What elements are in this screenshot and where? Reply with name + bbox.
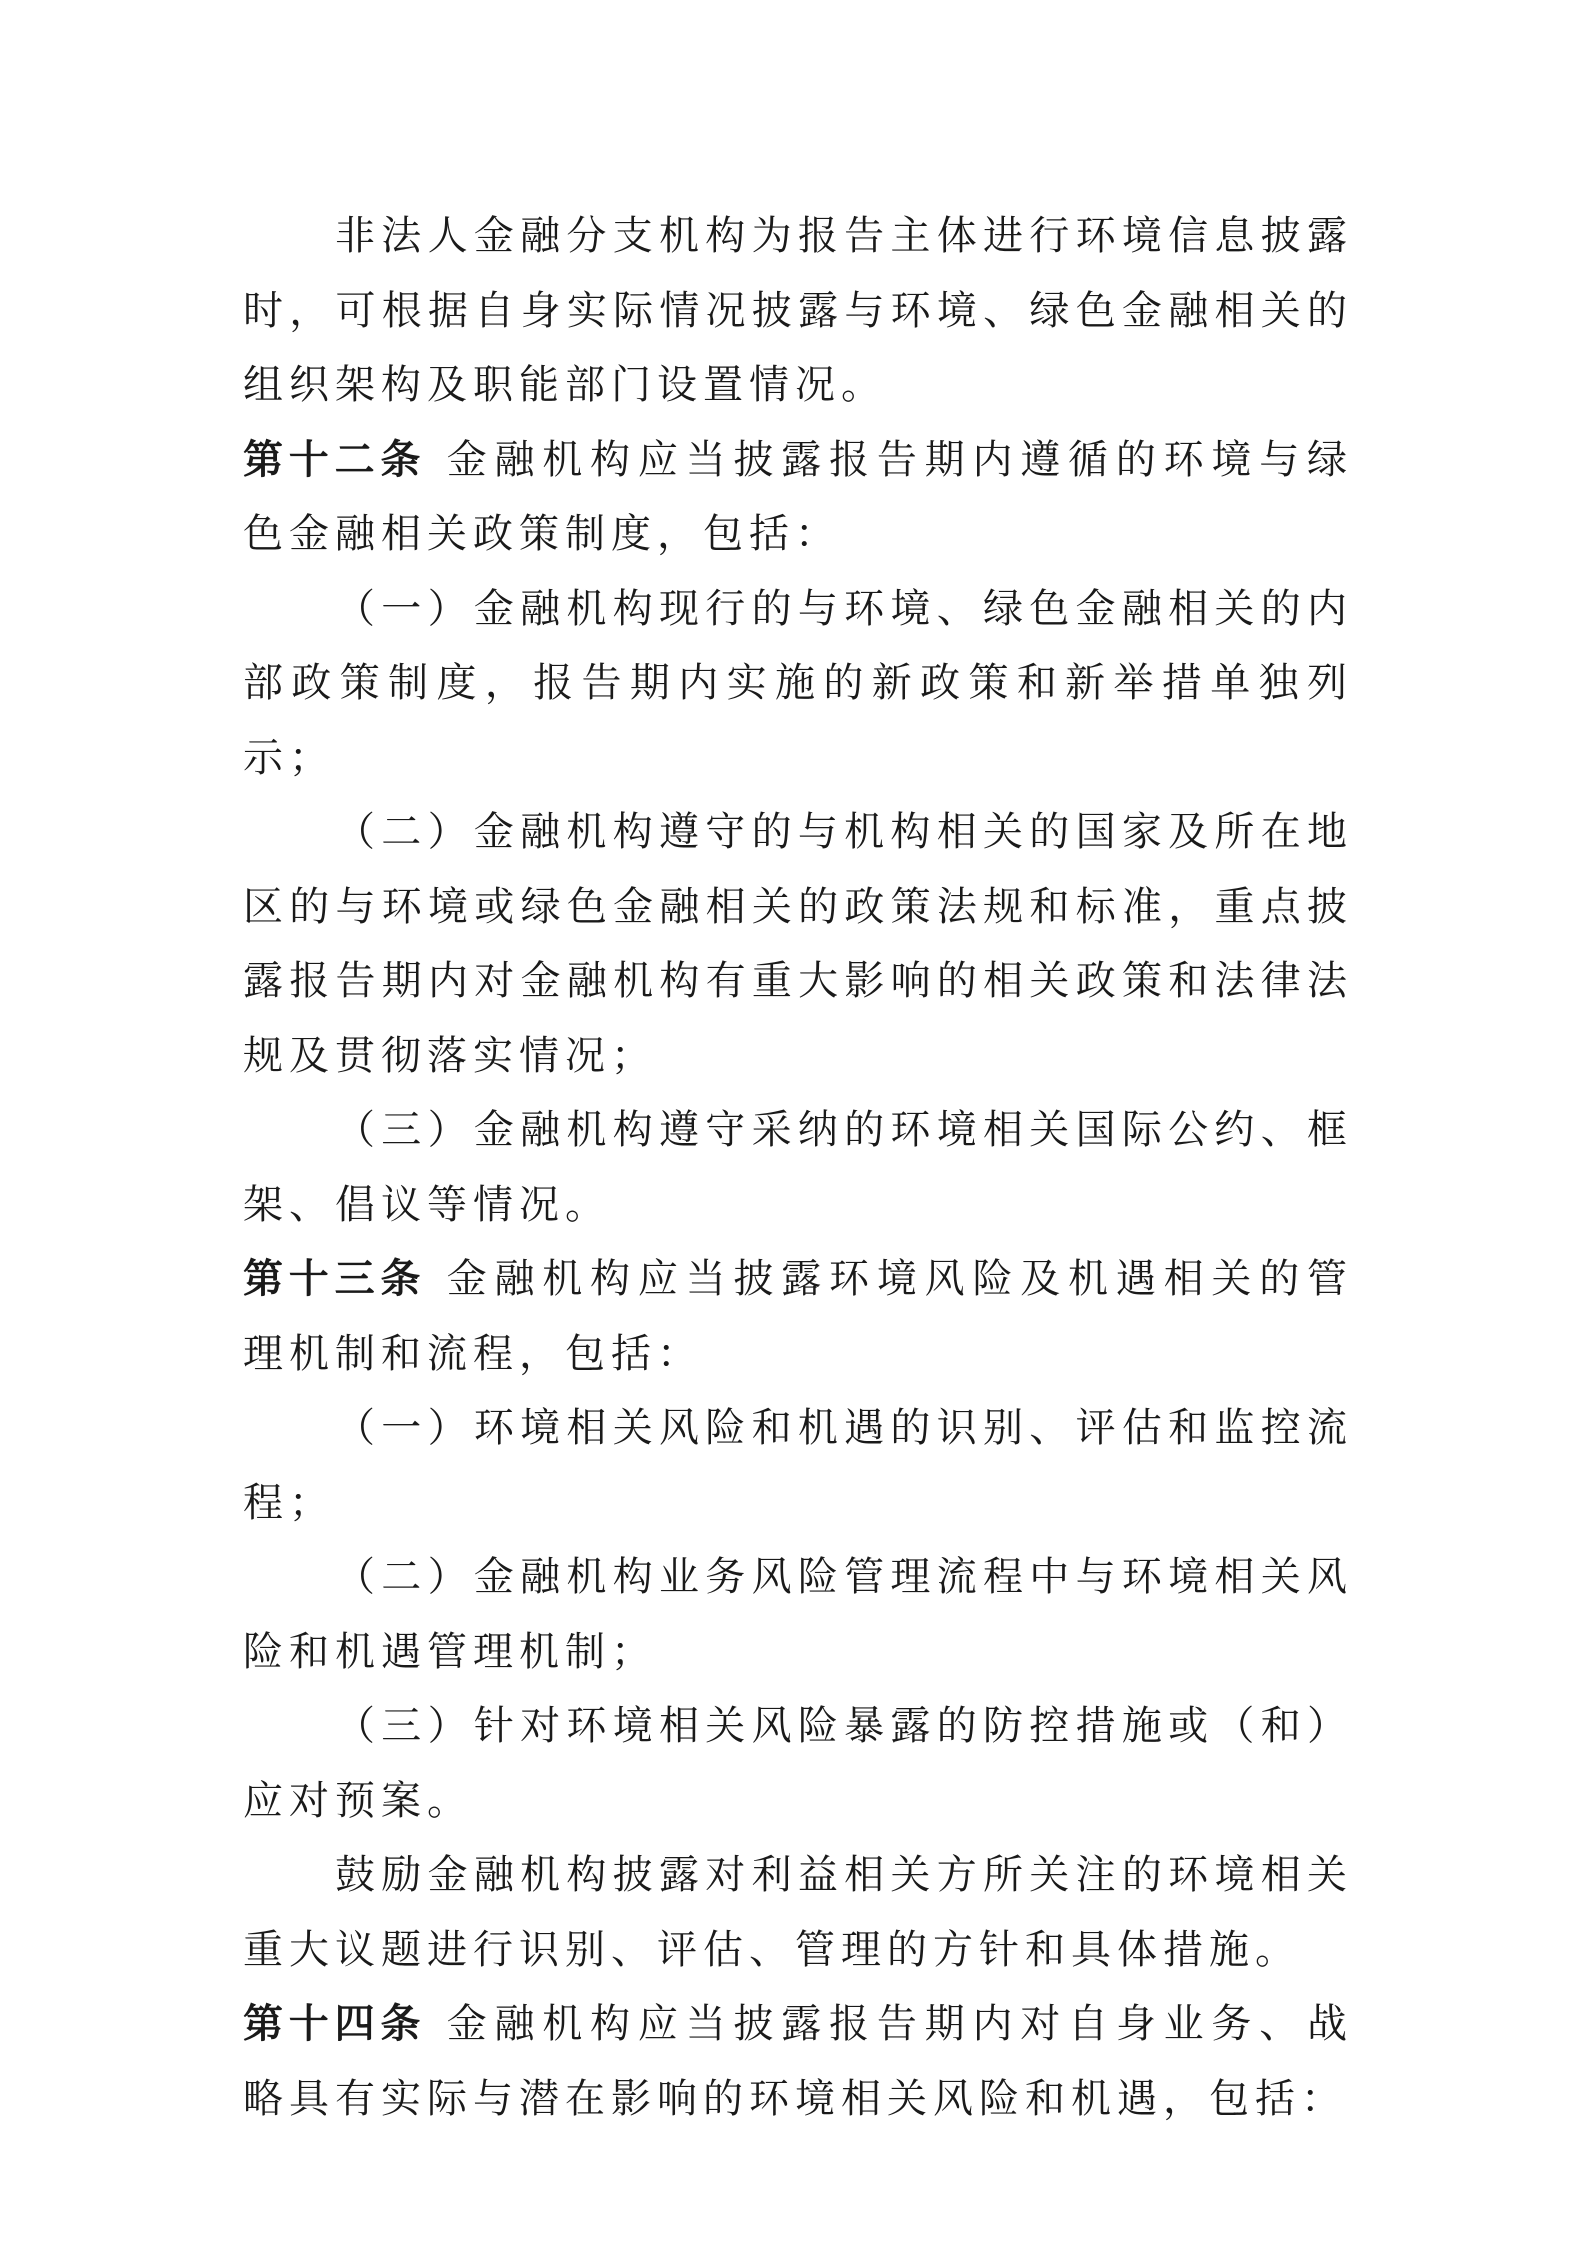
paragraph-text: 非法人金融分支机构为报告主体进行环境信息披露时，可根据自身实际情况披露与环境、绿色金融相关的组织架构及职能部门设置情况。 (243, 213, 1353, 408)
article-13 (243, 1242, 1353, 1391)
article-label: 第十三条 (243, 1256, 427, 1302)
list-item (243, 1540, 1353, 1689)
list-item-text: （三）金融机构遵守采纳的环境相关国际公约、框架、倡议等情况。 (243, 1107, 1353, 1228)
paragraph-encourage (243, 1838, 1353, 1987)
article-text: 金融机构应当披露报告期内对自身业务、战略具有实际与潜在影响的环境相关风险和机遇，包括： (243, 2001, 1354, 2122)
list-item-text: （三）针对环境相关风险暴露的防控措施或（和）应对预案。 (243, 1703, 1353, 1824)
list-item-text: （二）金融机构业务风险管理流程中与环境相关风险和机遇管理机制； (243, 1554, 1353, 1675)
list-item-text: （二）金融机构遵守的与机构相关的国家及所在地区的与环境或绿色金融相关的政策法规和标准，重点披露报告期内对金融机构有重大影响的相关政策和法律法规及贯彻落实情况； (243, 809, 1353, 1079)
list-item-text: （一）环境相关风险和机遇的识别、评估和监控流程； (243, 1405, 1353, 1526)
article-label: 第十二条 (243, 436, 427, 483)
document-body (243, 199, 1353, 2136)
article-14 (243, 1987, 1353, 2136)
paragraph-branch-disclosure (243, 199, 1353, 423)
list-item (243, 572, 1353, 796)
article-text: 金融机构应当披露报告期内遵循的环境与绿色金融相关政策制度，包括： (243, 436, 1354, 557)
list-item (243, 1689, 1353, 1838)
article-text: 金融机构应当披露环境风险及机遇相关的管理机制和流程，包括： (243, 1256, 1354, 1377)
list-item (243, 1093, 1353, 1242)
article-12 (243, 423, 1353, 572)
paragraph-text: 鼓励金融机构披露对利益相关方所关注的环境相关重大议题进行识别、评估、管理的方针和具体措施。 (243, 1852, 1353, 1973)
list-item (243, 795, 1353, 1093)
list-item-text: （一）金融机构现行的与环境、绿色金融相关的内部政策制度，报告期内实施的新政策和新举措单独列示； (243, 585, 1353, 781)
list-item (243, 1391, 1353, 1540)
article-label: 第十四条 (243, 2001, 427, 2047)
